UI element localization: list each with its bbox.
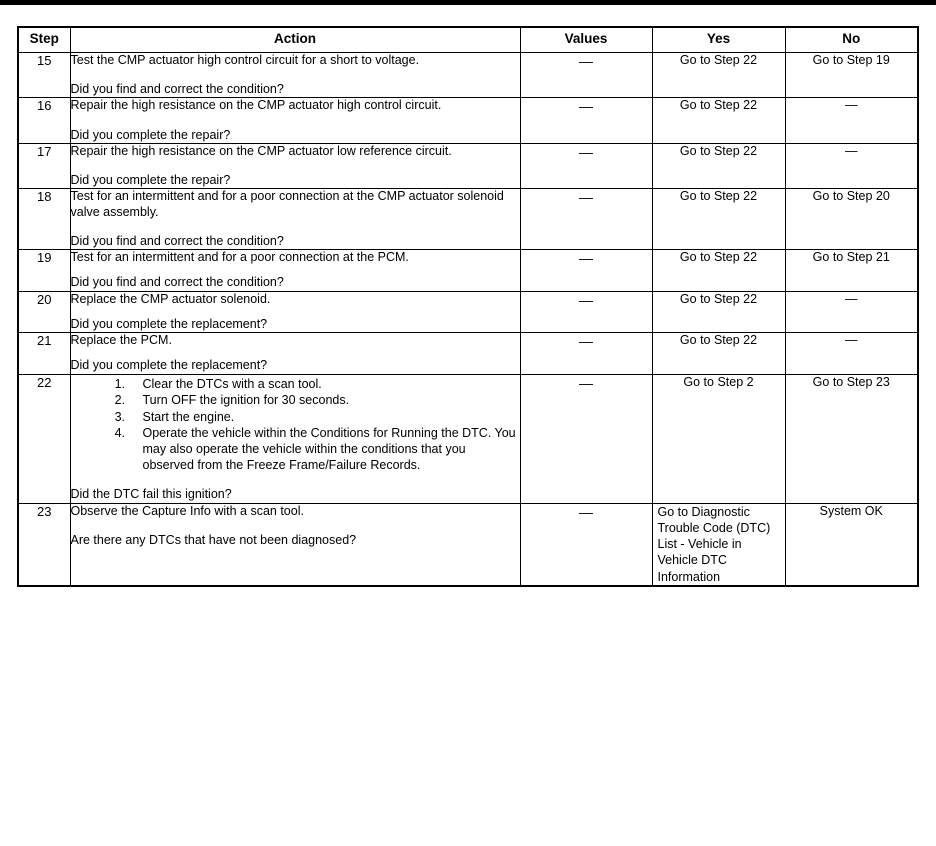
action-question: Did you find and correct the condition? [70, 82, 284, 97]
action-question: Did you complete the repair? [70, 173, 231, 188]
cell-no: Go to Step 19 [785, 52, 918, 98]
cell-no: System OK [785, 503, 918, 586]
cell-step: 17 [18, 143, 70, 189]
cell-step: 22 [18, 374, 70, 503]
cell-yes: Go to Step 22 [652, 52, 785, 98]
cell-action [70, 189, 520, 250]
diagnostic-steps-table [17, 26, 919, 587]
table-row [18, 250, 918, 292]
table-row [18, 291, 918, 333]
cell-no: — [785, 143, 918, 189]
cell-action [70, 374, 520, 503]
cell-step: 15 [18, 52, 70, 98]
list-item: 1. Clear the DTCs with a scan tool. [129, 377, 520, 393]
cell-step: 21 [18, 333, 70, 375]
cell-action [70, 98, 520, 144]
column-header-no: No [785, 27, 918, 52]
action-question: Are there any DTCs that have not been diagnosed? [70, 532, 357, 547]
table-row [18, 189, 918, 250]
cell-values: — [520, 189, 652, 250]
cell-action [70, 250, 520, 292]
cell-step: 16 [18, 98, 70, 144]
table-header-row [18, 27, 918, 52]
action-question: Did you find and correct the condition? [70, 275, 284, 290]
cell-action [70, 333, 520, 375]
cell-values: — [520, 250, 652, 292]
cell-yes [652, 503, 785, 586]
column-header-step: Step [18, 27, 70, 52]
action-text: Observe the Capture Info with a scan tool. [70, 503, 304, 518]
column-header-yes: Yes [652, 27, 785, 52]
cell-yes: Go to Step 22 [652, 143, 785, 189]
cell-step: 18 [18, 189, 70, 250]
cell-no: — [785, 98, 918, 144]
table-row [18, 374, 918, 503]
table-row [18, 333, 918, 375]
column-header-action: Action [70, 27, 520, 52]
list-item: 3. Start the engine. [129, 410, 520, 426]
action-text: Test for an intermittent and for a poor connection at the CMP actuator solenoid valve assembly. [70, 189, 504, 219]
cell-no: — [785, 333, 918, 375]
cell-no: Go to Step 20 [785, 189, 918, 250]
action-question: Did you complete the repair? [70, 127, 231, 142]
action-text: Replace the PCM. [70, 333, 172, 348]
cell-yes-text: Go to Diagnostic Trouble Code (DTC) List - Vehicle in Vehicle DTC Information [657, 504, 771, 584]
action-text: Repair the high resistance on the CMP actuator low reference circuit. [70, 143, 452, 158]
cell-yes: Go to Step 22 [652, 189, 785, 250]
diagnostic-table-container [17, 26, 919, 587]
table-row [18, 503, 918, 586]
cell-action [70, 503, 520, 586]
action-text: Test for an intermittent and for a poor connection at the PCM. [70, 250, 409, 265]
cell-yes: Go to Step 22 [652, 98, 785, 144]
list-item: 2. Turn OFF the ignition for 30 seconds. [129, 393, 520, 409]
action-question: Did the DTC fail this ignition? [70, 487, 232, 502]
table-row [18, 98, 918, 144]
cell-no: — [785, 291, 918, 333]
action-question: Did you find and correct the condition? [70, 233, 284, 248]
cell-step: 19 [18, 250, 70, 292]
cell-values: — [520, 503, 652, 586]
cell-step: 20 [18, 291, 70, 333]
cell-values: — [520, 291, 652, 333]
action-text: Replace the CMP actuator solenoid. [70, 291, 271, 306]
page-top-rule [0, 0, 936, 5]
table-row [18, 52, 918, 98]
cell-values: — [520, 143, 652, 189]
table-row [18, 143, 918, 189]
cell-yes: Go to Step 2 [652, 374, 785, 503]
cell-yes: Go to Step 22 [652, 250, 785, 292]
list-item: 4. Operate the vehicle within the Conditions for Running the DTC. You may also operate the vehicle within the conditions that you observed from the Freeze Frame/Failure Records. [129, 426, 520, 473]
cell-yes: Go to Step 22 [652, 333, 785, 375]
action-text: Repair the high resistance on the CMP actuator high control circuit. [70, 98, 442, 113]
cell-no: Go to Step 21 [785, 250, 918, 292]
column-header-values: Values [520, 27, 652, 52]
cell-step: 23 [18, 503, 70, 586]
action-ordered-list [71, 377, 520, 474]
cell-values: — [520, 98, 652, 144]
cell-action [70, 143, 520, 189]
cell-values: — [520, 374, 652, 503]
cell-action [70, 52, 520, 98]
action-text: Test the CMP actuator high control circuit for a short to voltage. [70, 52, 420, 67]
action-question: Did you complete the replacement? [70, 358, 268, 373]
cell-no: Go to Step 23 [785, 374, 918, 503]
cell-action [70, 291, 520, 333]
cell-values: — [520, 333, 652, 375]
cell-values: — [520, 52, 652, 98]
cell-yes: Go to Step 22 [652, 291, 785, 333]
action-question: Did you complete the replacement? [70, 316, 268, 331]
